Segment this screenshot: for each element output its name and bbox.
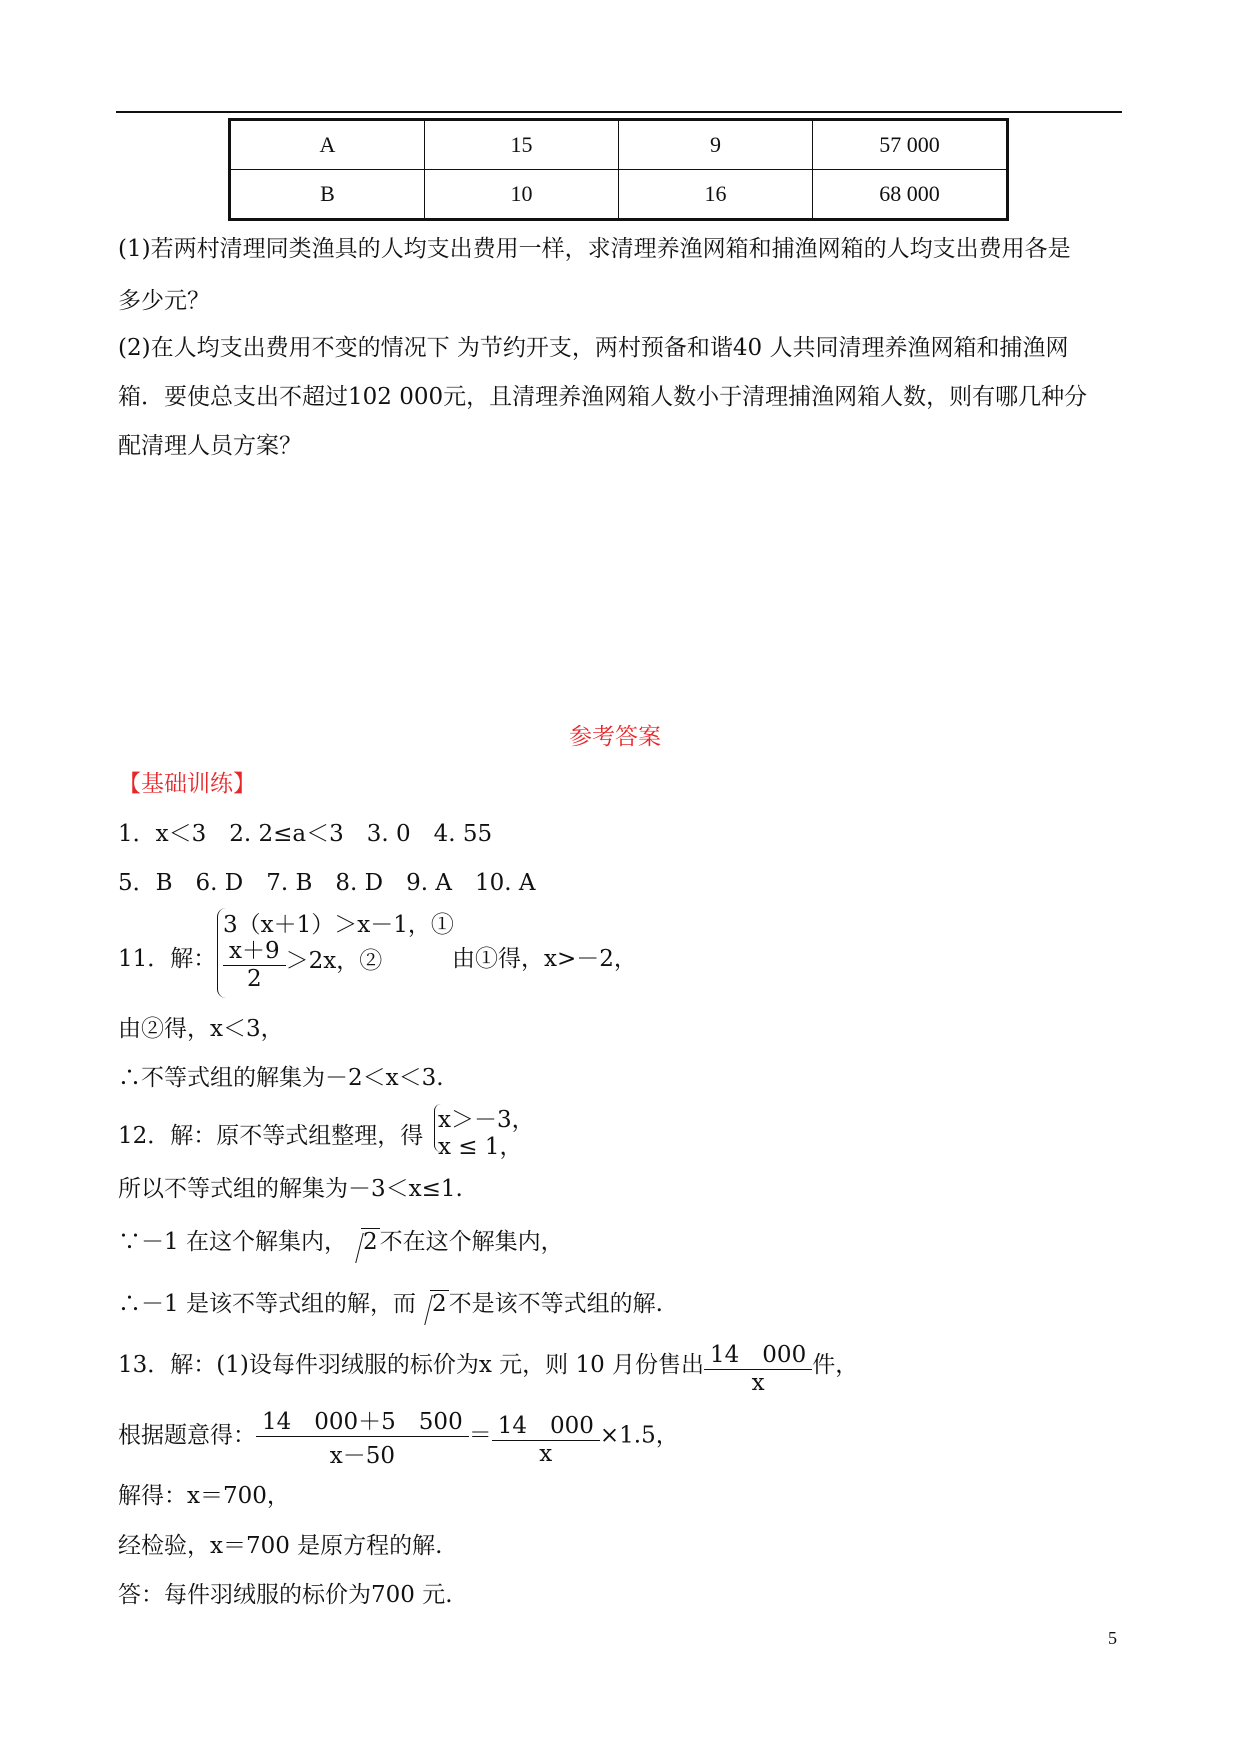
- page-number: 5: [1108, 1628, 1117, 1648]
- answer-12-line-3: ∵－1 在这个解集内， 2不在这个解集内，: [118, 1229, 564, 1255]
- fraction: $\frac{x+9}{2}$: [223, 932, 286, 992]
- answer-13-line-3: 解得：x＝700，: [118, 1483, 290, 1509]
- fraction: $\frac{14 000+5 500}{x-50}$: [256, 1403, 469, 1470]
- question-2-line-1: (2)在人均支出费用不变的情况下 为节约开支，两村预备和谐40 人共同清理养渔网箱和捕渔网: [118, 335, 1069, 361]
- answer-11-line-3: ∴不等式组的解集为－2＜x＜3.: [118, 1065, 444, 1091]
- data-table: [228, 118, 1009, 221]
- answer-12-label: 12．解：原不等式组整理，得: [118, 1123, 424, 1149]
- answers-title: 参考答案: [569, 724, 661, 750]
- table-cell: 10: [425, 170, 619, 220]
- question-1-line-1: (1)若两村清理同类渔具的人均支出费用一样，求清理养渔网箱和捕渔网箱的人均支出费用各是: [118, 236, 1071, 262]
- section-heading: 【基础训练】: [118, 771, 256, 797]
- question-2-line-2: 箱．要使总支出不超过102 000元，且清理养渔网箱人数小于清理捕渔网箱人数，则有哪几种分: [118, 384, 1088, 410]
- answer-13-line-2: 根据题意得： $\frac{14 000+5 500}{x-50}$ ＝ $\frac{14 000}{x}$ ×1.5，: [118, 1403, 679, 1470]
- answer-11-line-2: 由②得，x＜3，: [118, 1016, 284, 1042]
- answer-11-label: 11．解：: [118, 946, 217, 972]
- answer-12-line-2: 所以不等式组的解集为－3＜x≤1.: [118, 1176, 463, 1202]
- answer-11-eq1: 3（x＋1）＞x－1，①: [223, 912, 454, 938]
- table-cell: B: [230, 170, 425, 220]
- answer-line-1: 1．x＜3 2. 2≤a＜3 3. 0 4. 55: [118, 821, 493, 847]
- answer-12-eq2: x ≤ 1，: [438, 1134, 523, 1160]
- table-cell: 57 000: [813, 120, 1008, 170]
- table-cell: A: [230, 120, 425, 170]
- table-cell: 9: [619, 120, 813, 170]
- table-cell: 15: [425, 120, 619, 170]
- question-1-line-2: 多少元？: [118, 288, 210, 314]
- sqrt: 2: [347, 1229, 380, 1255]
- answer-12-line-4: ∴－1 是该不等式组的解，而 2不是该不等式组的解.: [118, 1291, 663, 1317]
- table-row: [230, 120, 1008, 170]
- answer-13-line-5: 答：每件羽绒服的标价为700 元.: [118, 1582, 453, 1608]
- answer-line-2: 5．B 6. D 7. B 8. D 9. A 10. A: [118, 870, 536, 896]
- header-rule: [116, 111, 1122, 113]
- answer-12-eq1: x＞－3，: [438, 1107, 535, 1133]
- answer-11-eq2: $\frac{x+9}{2}$ ＞2x，②: [223, 932, 382, 992]
- answer-11-right: 由①得，x>－2，: [452, 946, 637, 972]
- table-row: [230, 170, 1008, 220]
- question-2-line-3: 配清理人员方案？: [118, 433, 302, 459]
- table-cell: 16: [619, 170, 813, 220]
- table-cell: 68 000: [813, 170, 1008, 220]
- fraction: $\frac{14 000}{x}$: [704, 1336, 812, 1396]
- sqrt: 2: [416, 1291, 449, 1317]
- answer-13-line-4: 经检验，x＝700 是原方程的解.: [118, 1533, 443, 1559]
- answer-13-line-1: 13．解：(1)设每件羽绒服的标价为x 元，则 10 月份售出 $\frac{14 000}{x}$ 件，: [118, 1336, 858, 1396]
- fraction: $\frac{14 000}{x}$: [492, 1407, 600, 1467]
